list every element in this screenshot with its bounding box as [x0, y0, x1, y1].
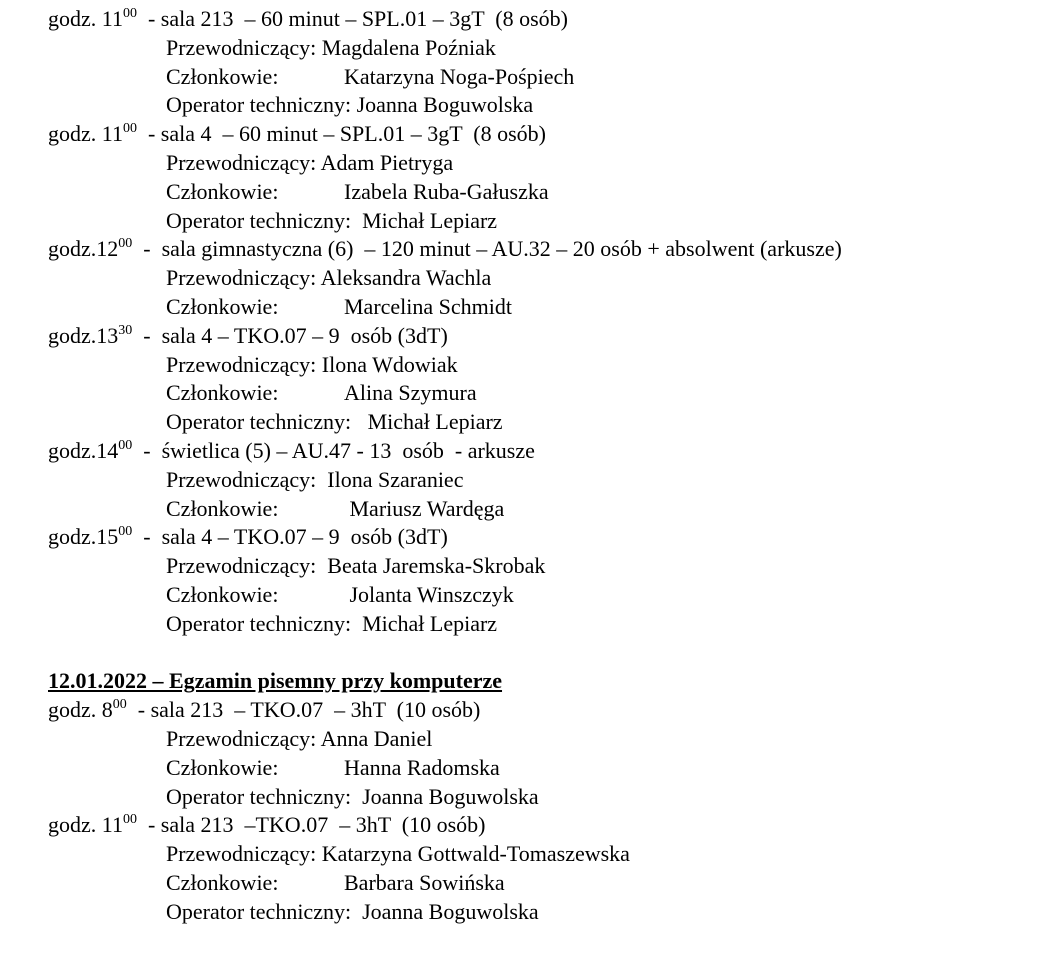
members-label: Członkowie:: [166, 754, 279, 780]
members-line: [48, 293, 1028, 322]
operator-label: Operator techniczny:: [166, 409, 368, 435]
chair-label: Przewodniczący:: [166, 725, 321, 751]
members-label: Członkowie:: [166, 380, 279, 406]
chair-line: [48, 840, 1028, 869]
operator-name: Joanna Boguwolska: [362, 898, 539, 924]
chair-label: Przewodniczący:: [166, 149, 321, 175]
members-label: Członkowie:: [166, 869, 279, 895]
members-line: [48, 869, 1028, 898]
operator-label: Operator techniczny:: [166, 898, 363, 924]
session-time-line: [48, 322, 1028, 351]
session-time-minutes: 00: [122, 121, 137, 137]
operator-name: Joanna Boguwolska: [362, 783, 539, 809]
session-details: - sala 4 – TKO.07 – 9 osób (3dT): [132, 322, 448, 348]
session-time: godz.15: [48, 524, 119, 550]
chair-line: [48, 552, 1028, 581]
members-name: Alina Szymura: [344, 380, 477, 406]
operator-line: [48, 91, 1028, 120]
session-details: - sala 213 –TKO.07 – 3hT (10 osób): [136, 812, 486, 838]
chair-name: Ilona Szaraniec: [327, 466, 464, 492]
operator-line: [48, 783, 1028, 812]
members-label: Członkowie:: [166, 178, 279, 204]
chair-line: [48, 264, 1028, 293]
session-entry: [48, 811, 1028, 926]
operator-line: [48, 610, 1028, 639]
session-entry: [48, 523, 1028, 638]
members-line: [48, 178, 1028, 207]
operator-name: Joanna Boguwolska: [356, 92, 534, 118]
session-entry: [48, 437, 1028, 523]
session-time-line: [48, 120, 1028, 149]
operator-line: [48, 207, 1028, 236]
operator-label: Operator techniczny:: [166, 92, 357, 118]
members-label: Członkowie:: [166, 293, 279, 319]
session-time-minutes: 00: [122, 812, 137, 828]
session-details: - sala 213 – TKO.07 – 3hT (10 osób): [126, 697, 481, 723]
members-label: Członkowie:: [166, 581, 279, 607]
members-label: Członkowie:: [166, 495, 279, 521]
operator-line: [48, 408, 1028, 437]
session-time-minutes: 00: [118, 236, 133, 252]
members-line: [48, 495, 1028, 524]
members-name: Barbara Sowińska: [344, 869, 505, 895]
session-time: godz. 11: [48, 121, 123, 147]
members-name: Jolanta Winszczyk: [344, 581, 514, 607]
session-details: - sala gimnastyczna (6) – 120 minut – AU.32 – 20 osób + absolwent (arkusze): [132, 236, 842, 262]
chair-name: Anna Daniel: [320, 725, 433, 751]
session-time-line: [48, 235, 1028, 264]
chair-name: Ilona Wdowiak: [321, 351, 458, 377]
section-heading: 12.01.2022 – Egzamin pisemny przy komputerze: [48, 668, 503, 694]
chair-name: Magdalena Poźniak: [321, 34, 496, 60]
session-entry: [48, 235, 1028, 321]
session-time: godz.12: [48, 236, 119, 262]
chair-name: Adam Pietryga: [320, 149, 454, 175]
chair-label: Przewodniczący:: [166, 351, 322, 377]
members-name: Marcelina Schmidt: [344, 293, 513, 319]
chair-line: [48, 149, 1028, 178]
chair-line: [48, 725, 1028, 754]
operator-name: Michał Lepiarz: [362, 610, 498, 636]
session-time-line: [48, 523, 1028, 552]
chair-label: Przewodniczący:: [166, 34, 322, 60]
operator-name: Michał Lepiarz: [362, 207, 498, 233]
members-line: [48, 379, 1028, 408]
session-time-line: [48, 811, 1028, 840]
chair-line: [48, 466, 1028, 495]
members-name: Hanna Radomska: [344, 754, 500, 780]
chair-name: Aleksandra Wachla: [320, 265, 492, 291]
chair-line: [48, 351, 1028, 380]
session-time-line: [48, 437, 1028, 466]
chair-name: Katarzyna Gottwald-Tomaszewska: [321, 841, 630, 867]
session-time-line: [48, 696, 1028, 725]
session-entry: [48, 5, 1028, 120]
operator-label: Operator techniczny:: [166, 610, 363, 636]
session-details: - sala 4 – TKO.07 – 9 osób (3dT): [132, 524, 448, 550]
session-entry: [48, 120, 1028, 235]
members-name: Katarzyna Noga-Pośpiech: [344, 63, 575, 89]
session-details: - sala 4 – 60 minut – SPL.01 – 3gT (8 osób): [136, 121, 546, 147]
chair-label: Przewodniczący:: [166, 265, 321, 291]
session-time: godz. 11: [48, 6, 123, 31]
members-line: [48, 754, 1028, 783]
session-time: godz.14: [48, 437, 119, 463]
members-line: [48, 581, 1028, 610]
members-name: Izabela Ruba-Gałuszka: [344, 178, 549, 204]
session-time-minutes: 00: [118, 524, 133, 540]
session-time: godz. 11: [48, 812, 123, 838]
chair-label: Przewodniczący:: [166, 841, 322, 867]
operator-name: Michał Lepiarz: [367, 409, 503, 435]
session-time-minutes: 00: [112, 697, 127, 713]
session-time: godz.13: [48, 322, 119, 348]
session-time-minutes: 00: [118, 437, 133, 453]
members-line: [48, 63, 1028, 92]
exam-schedule: [48, 5, 1028, 927]
members-label: Członkowie:: [166, 63, 279, 89]
session-entry: [48, 322, 1028, 437]
session-time: godz. 8: [48, 697, 113, 723]
session-details: - świetlica (5) – AU.47 - 13 osób - arkusze: [132, 437, 535, 463]
operator-line: [48, 898, 1028, 927]
chair-line: [48, 34, 1028, 63]
chair-label: Przewodniczący:: [166, 466, 328, 492]
session-entry: [48, 696, 1028, 811]
session-details: - sala 213 – 60 minut – SPL.01 – 3gT (8 osób): [136, 6, 568, 31]
operator-label: Operator techniczny:: [166, 783, 363, 809]
members-name: Mariusz Wardęga: [344, 495, 505, 521]
session-time-minutes: 30: [118, 322, 133, 338]
spacer: [48, 639, 1028, 668]
session-time-line: [48, 5, 1028, 34]
chair-label: Przewodniczący:: [166, 553, 328, 579]
operator-label: Operator techniczny:: [166, 207, 363, 233]
session-time-minutes: 00: [122, 6, 137, 21]
chair-name: Beata Jaremska-Skrobak: [327, 553, 546, 579]
